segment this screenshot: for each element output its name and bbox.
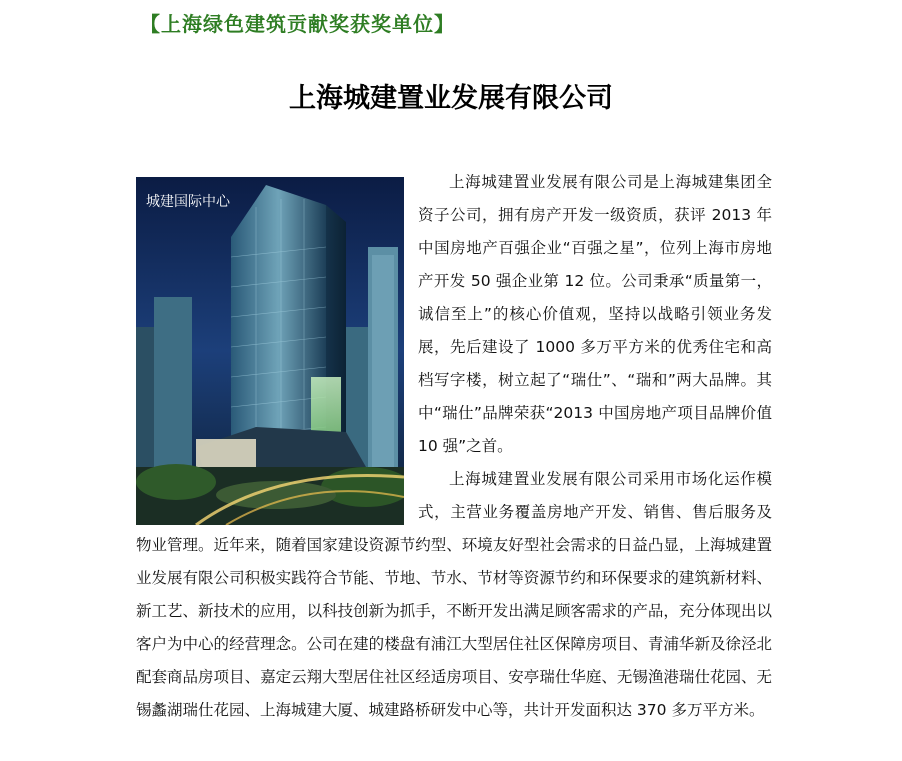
paragraph-2: 上海城建置业发展有限公司采用市场化运作模式，主营业务覆盖房地产开发、销售、售后服务及物业管理。近年来，随着国家建设资源节约型、环境友好型社会需求的日益凸显，上海城建置业发展有限公司积极实践符合节能、节地、节水、节材等资源节约和环保要求的建筑新材料、新工艺、新技术的应用，以科技创新为抓手，不断开发出满足顾客需求的产品，充分体现出以客户为中心的经营理念。公司在建的楼盘有浦江大型居住社区保障房项目、青浦华新及徐泾北配套商品房项目、嘉定云翔大型居住社区经适房项目、安亭瑞仕华庭、无锡渔港瑞仕花园、无锡蠡湖瑞仕花园、上海城建大厦、城建路桥研发中心等，共计开发面积达 370 多万平方米。 [136,470,772,719]
photo-spacer [136,166,418,528]
company-description [136,166,772,727]
page-title: 上海城建置业发展有限公司 [289,83,613,114]
paragraph-1: 上海城建置业发展有限公司是上海城建集团全资子公司，拥有房产开发一级资质，获评 2013 年中国房地产百强企业“百强之星”，位列上海市房地产开发 50 强企业第 12 位。公司秉承“质量第一，诚信至上”的核心价值观，坚持以战略引领业务发展，先后建设了 1000 多万平方米的优秀住宅和高档写字楼，树立起了“瑞仕”、“瑞和”两大品牌。其中“瑞仕”品牌荣获“2013 中国房地产项目品牌价值 10 强”之首。 [418,173,772,455]
photo-caption: 城建国际中心 [146,194,230,210]
award-header: 【上海绿色建筑贡献奖获奖单位】 [140,12,455,36]
